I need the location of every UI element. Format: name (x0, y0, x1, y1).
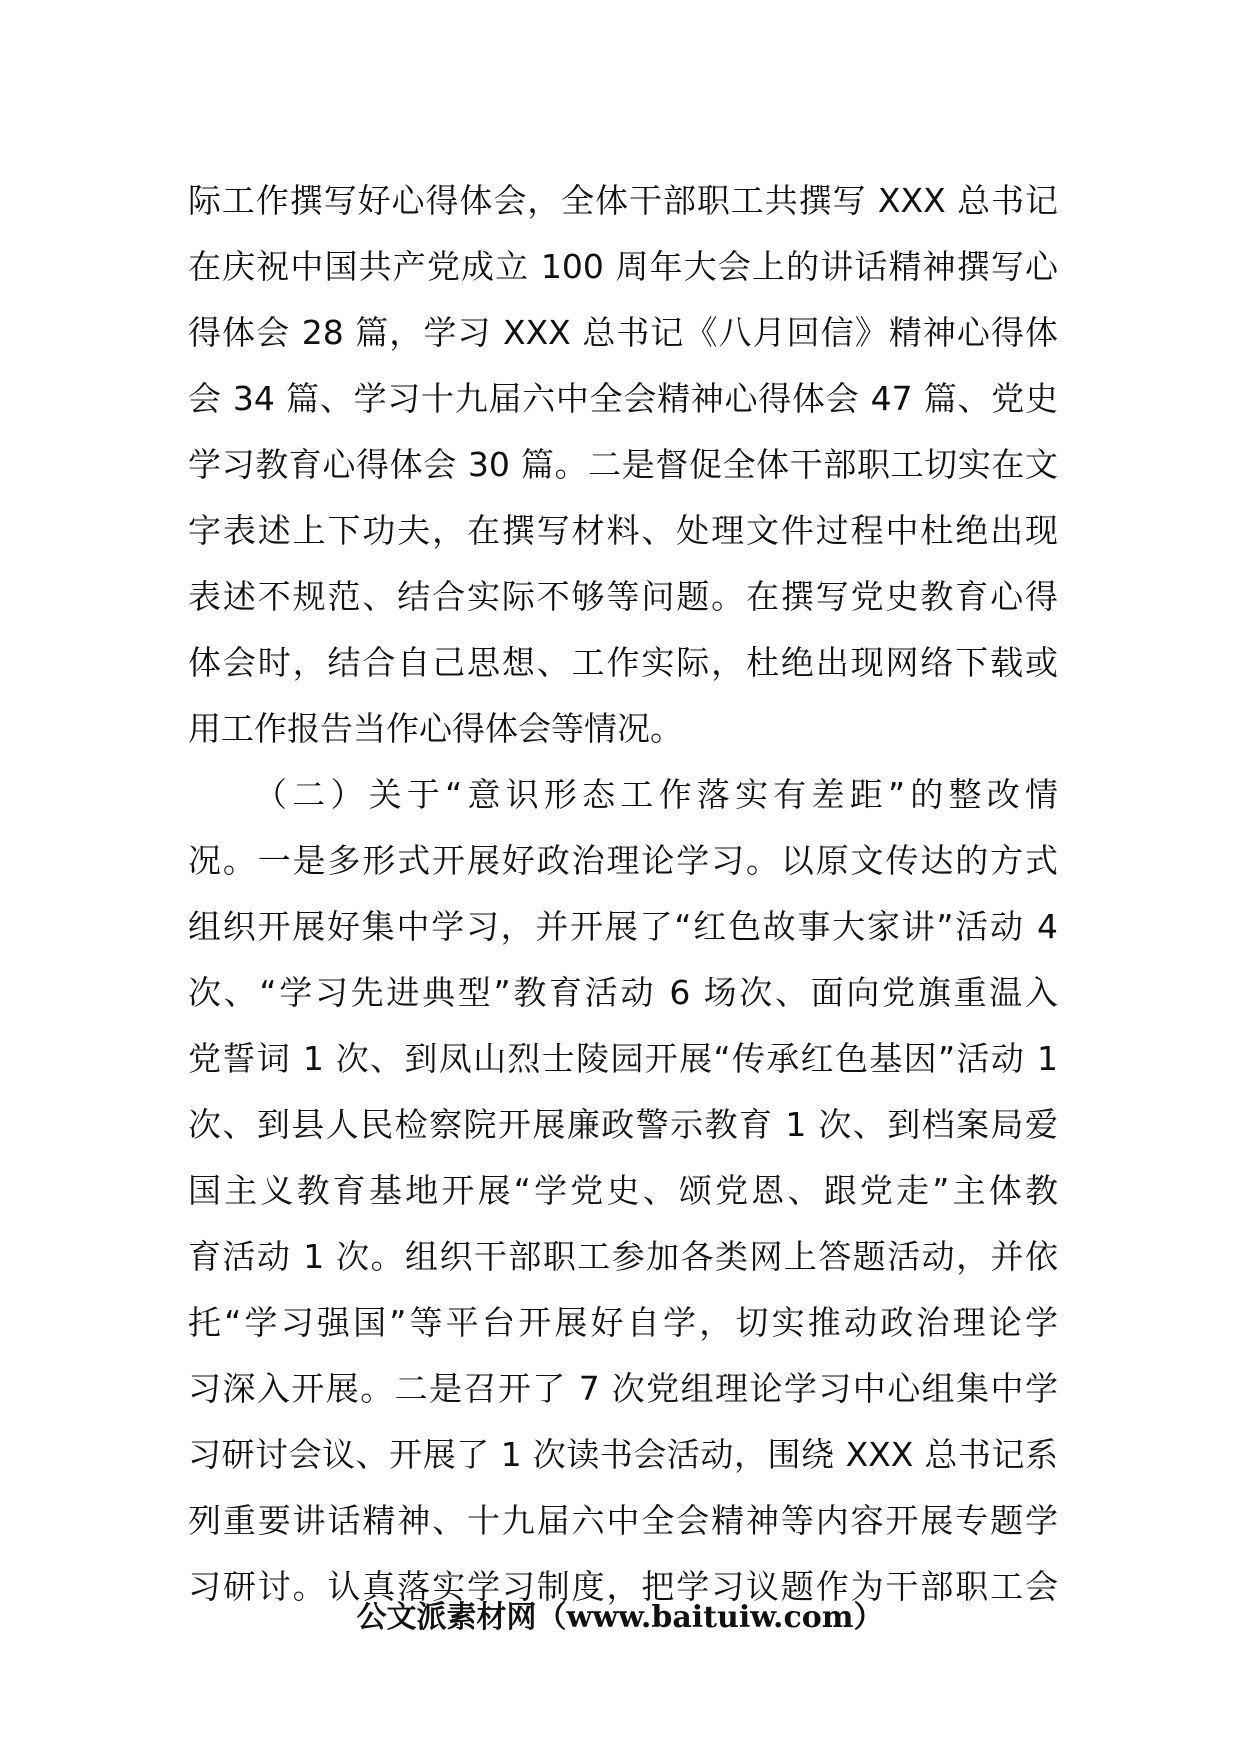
paragraph-1 (188, 168, 1058, 762)
paragraph-line: 列重要讲话精神、十九届六中全会精神等内容开展专题学 (188, 1501, 1058, 1540)
paragraph-line: 学习教育心得体会 30 篇。二是督促全体干部职工切实在文 (188, 445, 1058, 484)
paragraph-2 (188, 762, 1058, 1620)
paragraph-line: 会 34 篇、学习十九届六中全会精神心得体会 47 篇、党史 (188, 379, 1058, 418)
document-body (188, 168, 1058, 1620)
paragraph-line: 在庆祝中国共产党成立 100 周年大会上的讲话精神撰写心 (188, 247, 1058, 286)
footer-watermark: 公文派素材网（www.baituiw.com） (356, 1600, 884, 1635)
paragraph-line: 习研讨会议、开展了 1 次读书会活动，围绕 XXX 总书记系 (188, 1435, 1058, 1474)
paragraph-line: 得体会 28 篇，学习 XXX 总书记《八月回信》精神心得体 (188, 313, 1058, 352)
paragraph-line: 次、“学习先进典型”教育活动 6 场次、面向党旗重温入 (188, 973, 1058, 1012)
paragraph-line: 国主义教育基地开展“学党史、颂党恩、跟党走”主体教 (188, 1171, 1058, 1210)
paragraph-line: 托“学习强国”等平台开展好自学，切实推动政治理论学 (188, 1303, 1058, 1342)
paragraph-line: 习深入开展。二是召开了 7 次党组理论学习中心组集中学 (188, 1369, 1058, 1408)
paragraph-line: 育活动 1 次。组织干部职工参加各类网上答题活动，并依 (188, 1237, 1058, 1276)
paragraph-line: 用工作报告当作心得体会等情况。 (188, 709, 683, 748)
paragraph-line: 党誓词 1 次、到凤山烈士陵园开展“传承红色基因”活动 1 (188, 1039, 1058, 1078)
paragraph-line: 字表述上下功夫，在撰写材料、处理文件过程中杜绝出现 (188, 511, 1058, 550)
paragraph-line: 体会时，结合自己思想、工作实际，杜绝出现网络下载或 (188, 643, 1058, 682)
paragraph-line: （二）关于“意识形态工作落实有差距”的整改情 (254, 775, 1058, 814)
paragraph-line: 表述不规范、结合实际不够等问题。在撰写党史教育心得 (188, 577, 1058, 616)
paragraph-line: 组织开展好集中学习，并开展了“红色故事大家讲”活动 4 (188, 907, 1058, 946)
paragraph-line: 际工作撰写好心得体会，全体干部职工共撰写 XXX 总书记 (188, 181, 1058, 220)
paragraph-line: 习研讨。认真落实学习制度，把学习议题作为干部职工会 (188, 1567, 1058, 1606)
paragraph-line: 次、到县人民检察院开展廉政警示教育 1 次、到档案局爱 (188, 1105, 1058, 1144)
paragraph-line: 况。一是多形式开展好政治理论学习。以原文传达的方式 (188, 841, 1058, 880)
